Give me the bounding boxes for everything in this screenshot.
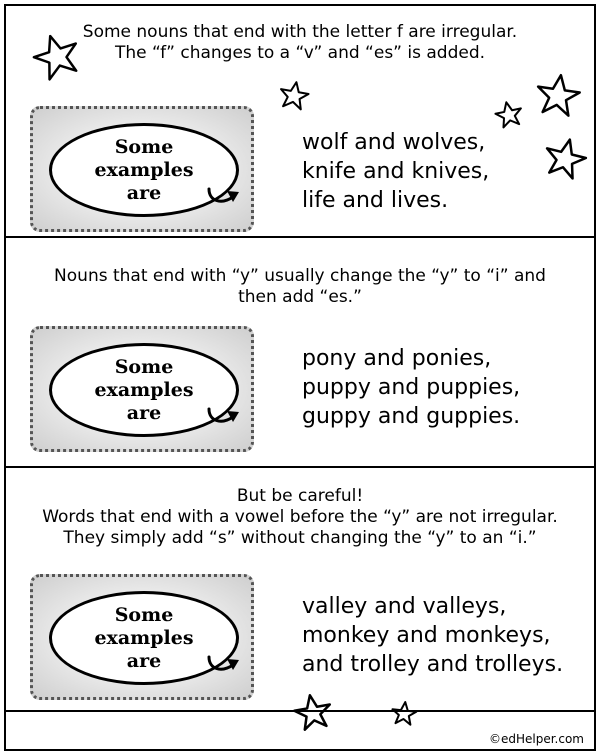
- examples-badge: [30, 574, 254, 700]
- badge-line: are: [126, 649, 162, 672]
- badge-line: Some: [114, 603, 174, 626]
- intro-line: The “f” changes to a “v” and “es” is added.: [114, 43, 486, 63]
- curved-arrow-icon: [203, 643, 243, 677]
- curved-arrow-icon: [203, 175, 243, 209]
- example-item: valley and valleys,: [302, 594, 507, 619]
- examples-list: [302, 128, 489, 215]
- examples-badge: [30, 106, 254, 232]
- star-icon: [290, 690, 336, 736]
- section-1-intro: [6, 22, 594, 64]
- star-icon: [540, 134, 590, 184]
- section-divider: [6, 710, 594, 712]
- badge-line: examples: [94, 626, 194, 649]
- badge-line: are: [126, 401, 162, 424]
- examples-list: [302, 344, 520, 431]
- badge-line: Some: [114, 135, 174, 158]
- badge-line: are: [126, 181, 162, 204]
- section-3-intro: [6, 486, 594, 549]
- intro-line: Words that end with a vowel before the “y” are not irregular.: [42, 507, 558, 527]
- section-divider: [6, 466, 594, 468]
- examples-badge: [30, 326, 254, 452]
- badge-line: examples: [94, 158, 194, 181]
- example-item: life and lives.: [302, 188, 449, 213]
- star-icon: [388, 698, 420, 730]
- intro-line: then add “es.”: [238, 287, 362, 307]
- example-item: knife and knives,: [302, 159, 490, 184]
- star-icon: [492, 98, 526, 132]
- example-item: and trolley and trolleys.: [302, 652, 564, 677]
- examples-list: [302, 592, 563, 679]
- intro-line: They simply add “s” without changing the “y” to an “i.”: [63, 528, 537, 548]
- curved-arrow-icon: [203, 395, 243, 429]
- intro-line: But be careful!: [236, 486, 364, 506]
- star-icon: [276, 78, 312, 114]
- section-divider: [6, 236, 594, 238]
- intro-line: Nouns that end with “y” usually change the “y” to “i” and: [54, 266, 546, 286]
- example-item: wolf and wolves,: [302, 130, 486, 155]
- copyright-text: ©edHelper.com: [488, 732, 584, 746]
- section-2-intro: [6, 266, 594, 308]
- example-item: pony and ponies,: [302, 346, 492, 371]
- example-item: guppy and guppies.: [302, 404, 521, 429]
- badge-line: Some: [114, 355, 174, 378]
- example-item: puppy and puppies,: [302, 375, 521, 400]
- star-icon: [532, 70, 584, 122]
- intro-line: Some nouns that end with the letter f are irregular.: [82, 22, 518, 42]
- example-item: monkey and monkeys,: [302, 623, 551, 648]
- worksheet-page: [4, 4, 596, 751]
- badge-line: examples: [94, 378, 194, 401]
